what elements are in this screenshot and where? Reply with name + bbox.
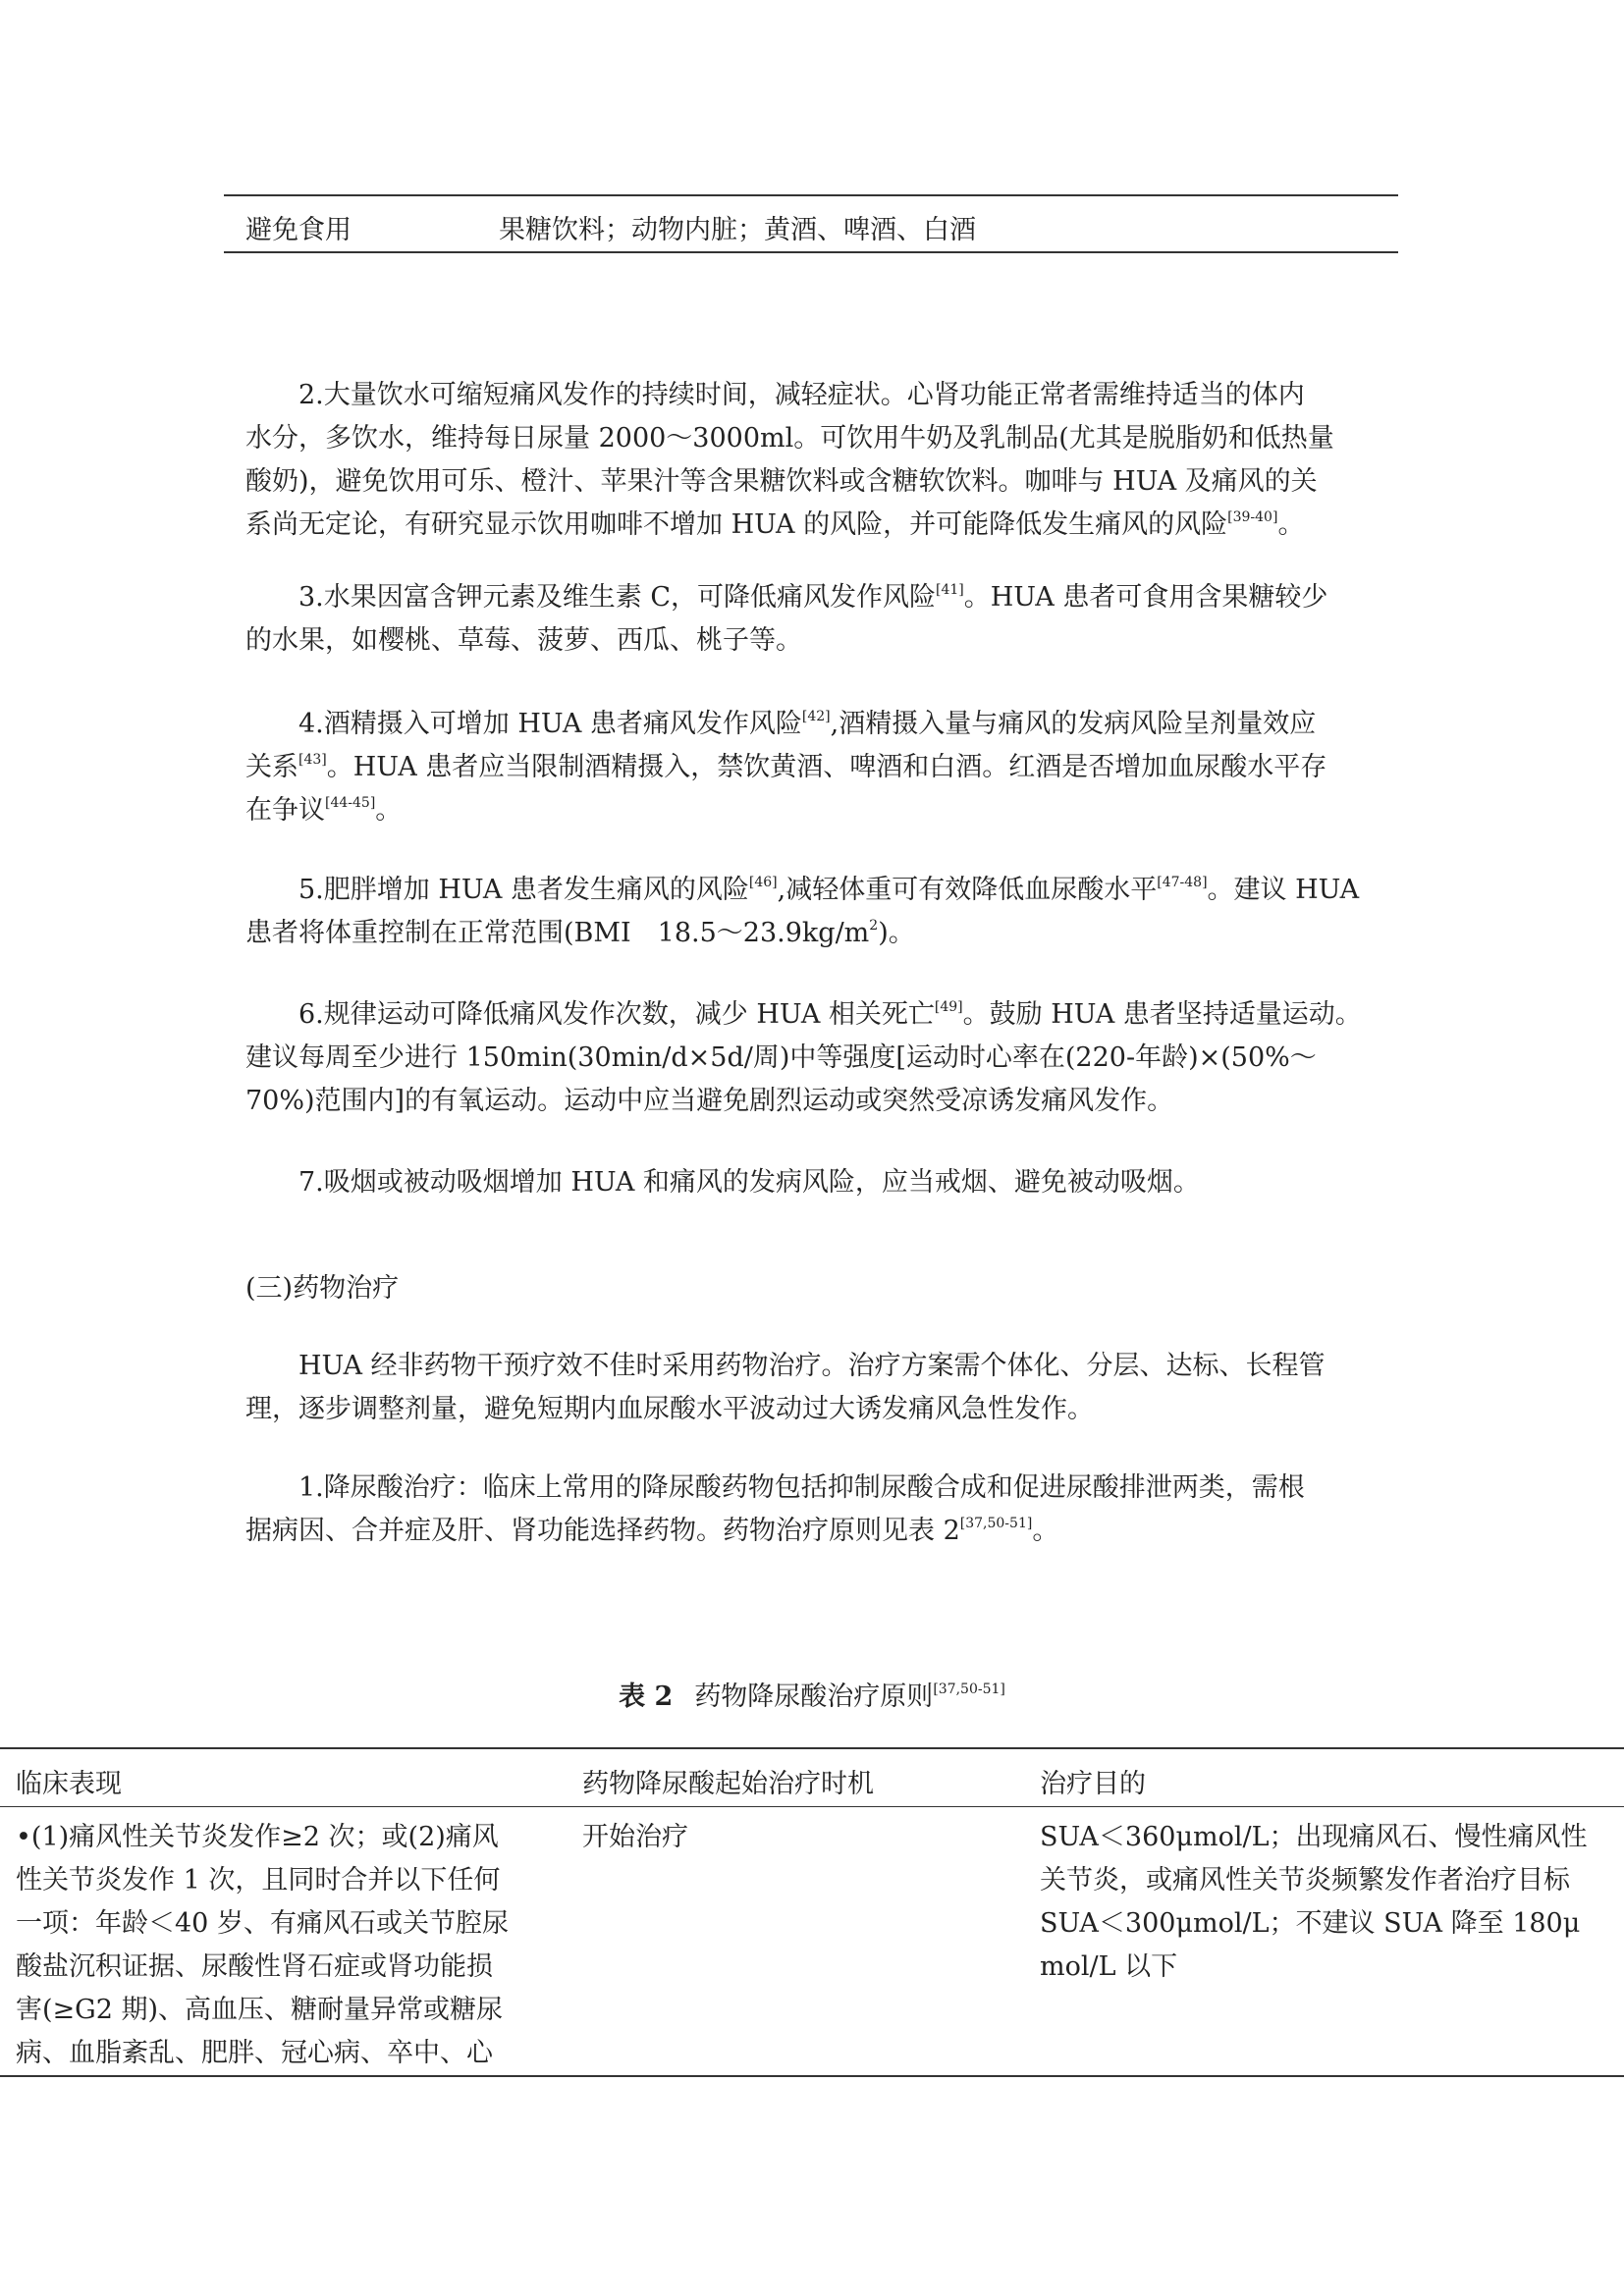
paragraph-fruit: 3.水果因富含钾元素及维生素 C，可降低痛风发作风险[41]。HUA 患者可食用含果糖较少 的水果，如樱桃、草莓、菠萝、西瓜、桃子等。	[245, 582, 1328, 656]
diet-table-value: 果糖饮料；动物内脏；黄酒、啤酒、白酒	[499, 215, 976, 245]
paragraph-obesity: 5.肥胖增加 HUA 患者发生痛风的风险[46],减轻体重可有效降低血尿酸水平[47-48]。建议 HUA 患者将体重控制在正常范围(BMI $18.5\sim 23.9kg/m^2$)。	[245, 875, 1360, 948]
diet-table-label: 避免食用	[245, 215, 352, 245]
table-number: 表 2	[619, 1682, 674, 1712]
paragraph-urate-lowering: 1.降尿酸治疗：临床上常用的降尿酸药物包括抑制尿酸合成和促进尿酸排泄两类，需根 据病因、合并症及肝、肾功能选择药物。药物治疗原则见表 2[37,50-51]。	[245, 1472, 1305, 1546]
citation: [37,50-51]	[959, 1516, 1033, 1531]
table-row-1-timing: 开始治疗	[582, 1822, 688, 1852]
citation: [39-40]	[1227, 509, 1278, 525]
table-header-row	[0, 1749, 1624, 1807]
citation: [42]	[801, 709, 831, 724]
table-row-1-clinical: •(1)痛风性关节炎发作≥2 次；或(2)痛风 性关节炎发作 1 次，且同时合并以下任何 一项：年龄＜40 岁、有痛风石或关节腔尿 酸盐沉积证据、尿酸性肾石症或肾功能损 害(≥G2 期)、高血压、糖耐量异常或糖尿 病、血脂紊乱、肥胖、冠心病、卒中、心	[16, 1822, 509, 2068]
citation: [47-48]	[1157, 875, 1208, 890]
citation: [37,50-51]	[933, 1682, 1005, 1697]
section-heading-drug-therapy: (三)药物治疗	[245, 1273, 400, 1304]
paragraph-smoking: 7.吸烟或被动吸烟增加 HUA 和痛风的发病风险，应当戒烟、避免被动吸烟。	[298, 1167, 1200, 1198]
header-clinical-manifestation: 临床表现	[16, 1769, 122, 1799]
citation: [41]	[936, 582, 964, 598]
paragraph-alcohol: 4.酒精摄入可增加 HUA 患者痛风发作风险[42],酒精摄入量与痛风的发病风险呈剂量效应 关系[43]。HUA 患者应当限制酒精摄入，禁饮黄酒、啤酒和白酒。红酒是否增加血尿酸水平存 在争议[44-45]。	[245, 709, 1327, 826]
table-title: 药物降尿酸治疗原则	[694, 1682, 934, 1712]
citation: [49]	[934, 999, 963, 1015]
treatment-principles-table	[0, 1747, 1624, 2077]
diet-table-fragment	[224, 194, 1398, 253]
header-start-timing: 药物降尿酸起始治疗时机	[582, 1769, 874, 1799]
citation: [43]	[298, 752, 327, 768]
paragraph-water-intake: 2.大量饮水可缩短痛风发作的持续时间，减轻症状。心肾功能正常者需维持适当的体内 水分，多饮水，维持每日尿量 2000～3000ml。可饮用牛奶及乳制品(尤其是脱脂奶和低热量 酸奶)，避免饮用可乐、橙汁、苹果汁等含果糖饮料或含糖软饮料。咖啡与 HUA 及痛风的关 系尚无定论，有研究显示饮用咖啡不增加 HUA 的风险，并可能降低发生痛风的风险[39-40]。	[245, 380, 1334, 540]
paragraph-drug-intro: HUA 经非药物干预疗效不佳时采用药物治疗。治疗方案需个体化、分层、达标、长程管 理，逐步调整剂量，避免短期内血尿酸水平波动过大诱发痛风急性发作。	[245, 1351, 1326, 1424]
citation: [46]	[748, 875, 778, 890]
table-caption	[0, 1675, 1624, 1713]
paragraph-exercise: 6.规律运动可降低痛风发作次数，减少 HUA 相关死亡[49]。鼓励 HUA 患者坚持适量运动。 建议每周至少进行 150min(30min/d×5d/周)中等强度[运动时心率在(220-年龄)×(50%～ 70%)范围内]的有氧运动。运动中应当避免剧烈运动或突然受凉诱发痛风发作。	[245, 999, 1362, 1116]
table-row-1-goal: SUA＜360μmol/L；出现痛风石、慢性痛风性 关节炎，或痛风性关节炎频繁发作者治疗目标 SUA＜300μmol/L；不建议 SUA 降至 180μ mol/L 以下	[1040, 1822, 1588, 1982]
citation: [44-45]	[325, 795, 376, 811]
header-treatment-goal: 治疗目的	[1040, 1769, 1146, 1799]
